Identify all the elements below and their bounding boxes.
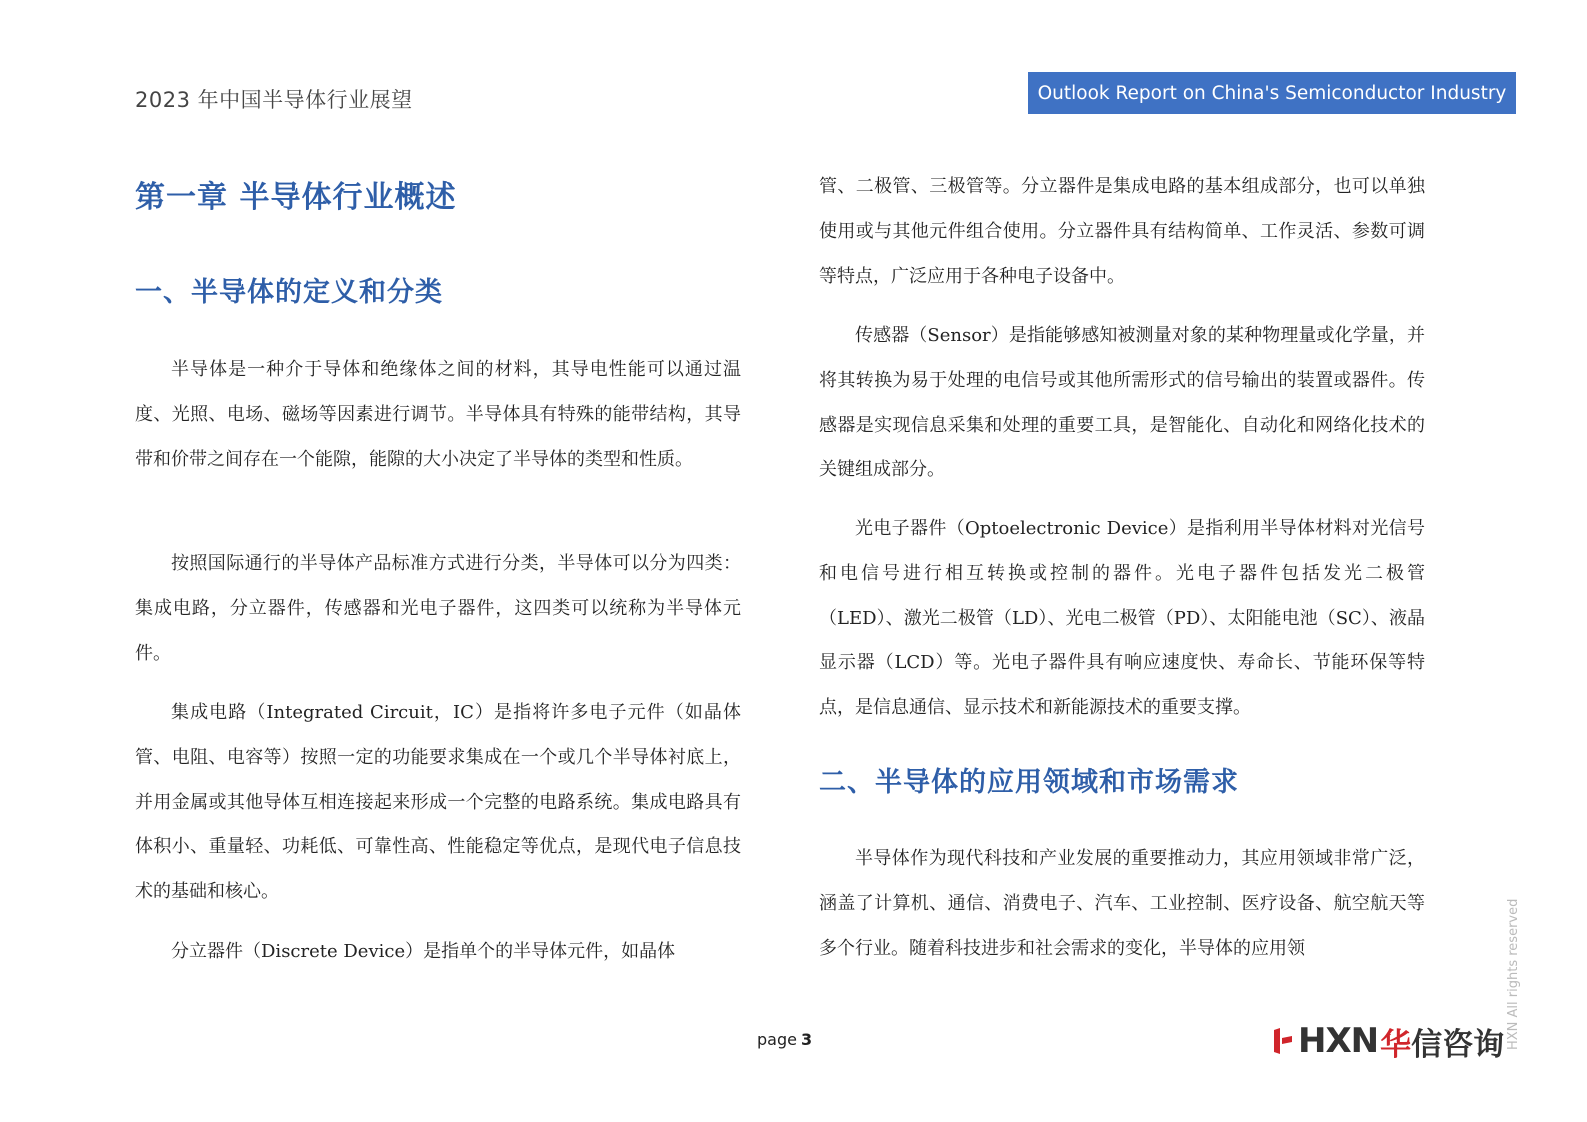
paragraph-classification: 按照国际通行的半导体产品标准方式进行分类，半导体可以分为四类：集成电路，分立器件，传感器和光电子器件，这四类可以统称为半导体元件。 [135, 553, 741, 664]
page-label: page [757, 1030, 797, 1049]
paragraph-optoelectronic: 光电子器件（Optoelectronic Device）是指利用半导体材料对光信号和电信号进行相互转换或控制的器件。光电子器件包括发光二极管（LED）、激光二极管（LD）、光电二极管（PD）、太阳能电池（SC）、液晶显示器（LCD）等。光电子器件具有响应速度快、寿命长、节能环保等特点，是信息通信、显示技术和新能源技术的重要支撑。 [819, 518, 1425, 719]
report-title: 2023 年中国半导体行业展望 [135, 88, 413, 112]
logo-latin-text: HXN [1298, 1021, 1379, 1061]
page-number-value: 3 [800, 1030, 813, 1049]
chapter-title: 第一章 半导体行业概述 [135, 180, 457, 215]
paragraph-applications: 半导体作为现代科技和产业发展的重要推动力，其应用领域非常广泛，涵盖了计算机、通信、消费电子、汽车、工业控制、医疗设备、航空航天等多个行业。随着科技进步和社会需求的变化，半导体的应用领 [819, 848, 1425, 959]
page-number [757, 1030, 812, 1049]
paragraph-discrete-device-start: 分立器件（Discrete Device）是指单个的半导体元件，如晶体 [171, 941, 676, 962]
section-title-applications: 二、半导体的应用领域和市场需求 [819, 767, 1239, 798]
rights-notice: HXN All rights reserved [1506, 898, 1521, 1050]
hxn-logo-mark-icon [1270, 1024, 1296, 1058]
section-title-definition: 一、半导体的定义和分类 [135, 277, 443, 308]
paragraph-discrete-device-cont: 管、二极管、三极管等。分立器件是集成电路的基本组成部分，也可以单独使用或与其他元件组合使用。分立器件具有结构简单、工作灵活、参数可调等特点，广泛应用于各种电子设备中。 [819, 176, 1425, 287]
logo-chinese-text [1380, 1019, 1504, 1064]
report-banner: Outlook Report on China's Semiconductor Industry [1028, 72, 1516, 114]
paragraph-definition: 半导体是一种介于导体和绝缘体之间的材料，其导电性能可以通过温度、光照、电场、磁场等因素进行调节。半导体具有特殊的能带结构，其导带和价带之间存在一个能隙，能隙的大小决定了半导体的类型和性质。 [135, 359, 741, 470]
paragraph-sensor: 传感器（Sensor）是指能够感知被测量对象的某种物理量或化学量，并将其转换为易于处理的电信号或其他所需形式的信号输出的装置或器件。传感器是实现信息采集和处理的重要工具，是智能化、自动化和网络化技术的关键组成部分。 [819, 325, 1425, 481]
company-logo [1270, 1018, 1504, 1064]
logo-chinese-red: 华 [1380, 1026, 1412, 1063]
logo-chinese-rest: 信咨询 [1411, 1026, 1505, 1063]
paragraph-integrated-circuit: 集成电路（Integrated Circuit，IC）是指将许多电子元件（如晶体管、电阻、电容等）按照一定的功能要求集成在一个或几个半导体衬底上，并用金属或其他导体互相连接起来形成一个完整的电路系统。集成电路具有体积小、重量轻、功耗低、可靠性高、性能稳定等优点，是现代电子信息技术的基础和核心。 [135, 702, 741, 903]
